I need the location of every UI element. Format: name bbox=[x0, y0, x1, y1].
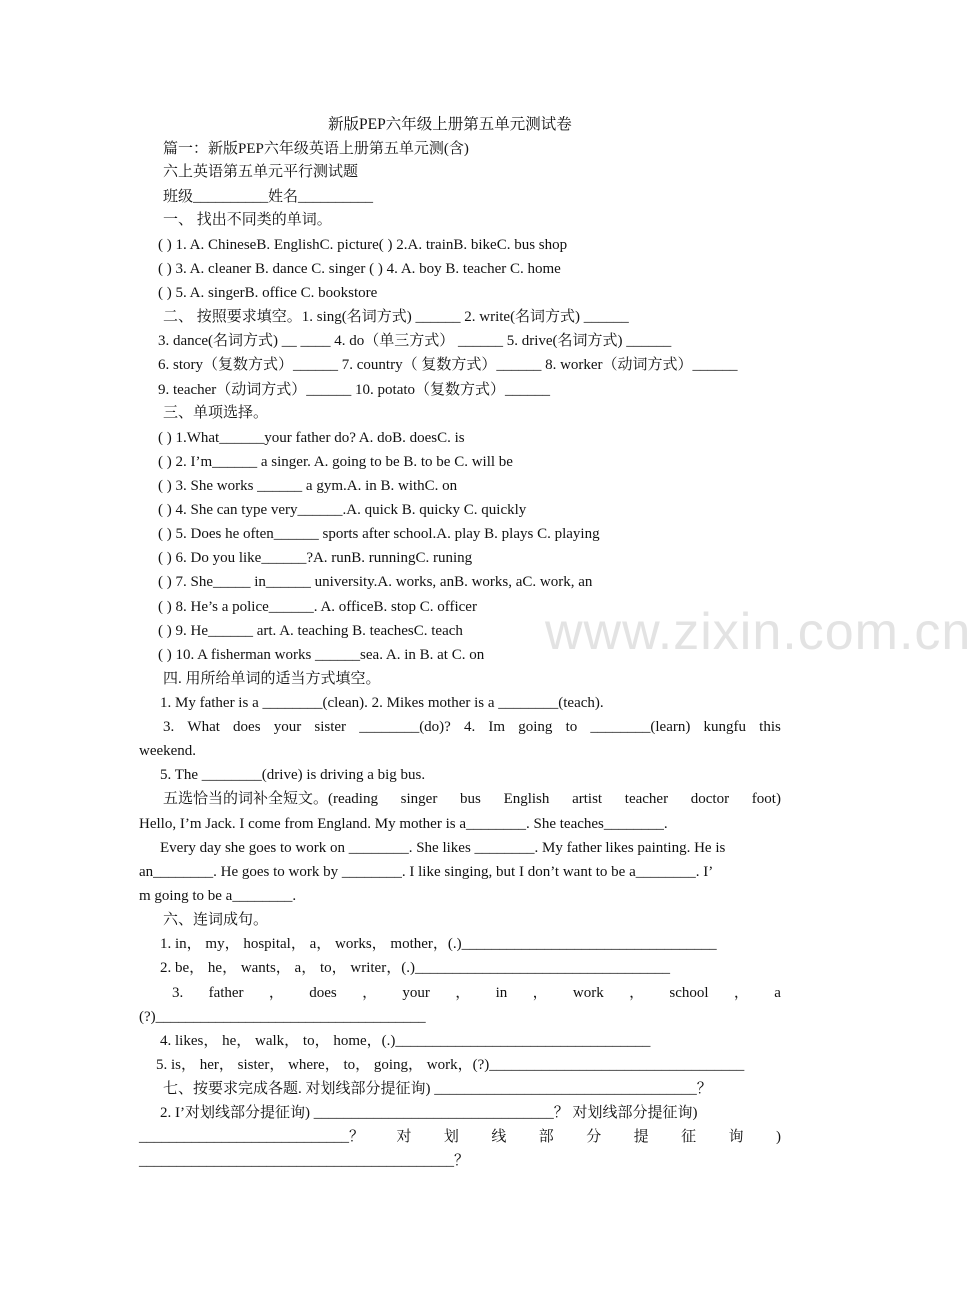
word: ， bbox=[733, 985, 749, 1001]
section-5-heading bbox=[163, 789, 781, 809]
word: Im bbox=[488, 719, 506, 735]
word: 询 bbox=[728, 1129, 744, 1145]
word: kungfu bbox=[703, 719, 747, 735]
word: 对 bbox=[396, 1129, 412, 1145]
word: ， bbox=[268, 985, 284, 1001]
word: What bbox=[187, 719, 220, 735]
section-3-item: ( ) 8. He’s a police______. A. officeB. stop C. officer bbox=[158, 599, 477, 615]
word: 分 bbox=[586, 1129, 602, 1145]
word: English bbox=[503, 791, 550, 807]
word: ， bbox=[629, 985, 645, 1001]
section-7-line-3 bbox=[139, 1127, 781, 1147]
section-5-line-4: m going to be a________. bbox=[139, 888, 297, 904]
word: to bbox=[565, 719, 578, 735]
word: 提 bbox=[633, 1129, 649, 1145]
section-1-q1: ( ) 1. A. ChineseB. EnglishC. picture( ) 2.A. trainB. bikeC. bus shop bbox=[158, 237, 568, 253]
word: singer bbox=[400, 791, 438, 807]
word: ， bbox=[455, 985, 471, 1001]
word: in bbox=[495, 985, 508, 1001]
intro-line-1: 篇一：新版PEP六年级英语上册第五单元测(含) bbox=[163, 141, 469, 157]
word: 划 bbox=[443, 1129, 459, 1145]
section-2-line-4: 9. teacher（动词方式）______ 10. potato（复数方式）______ bbox=[158, 382, 551, 398]
section-1-heading: 一、 找出不同类的单词。 bbox=[163, 212, 332, 228]
section-2-line-3: 6. story（复数方式）______ 7. country（ 复数方式）______ 8. worker（动词方式）______ bbox=[158, 357, 738, 373]
class-name-line: 班级__________姓名__________ bbox=[163, 189, 374, 205]
section-3-item: ( ) 9. He______ art. A. teaching B. teachesC. teach bbox=[158, 623, 463, 639]
word: ________(learn) bbox=[590, 719, 691, 735]
word: 线 bbox=[491, 1129, 507, 1145]
word: 3. bbox=[172, 985, 184, 1001]
intro-line-2: 六上英语第五单元平行测试题 bbox=[163, 164, 359, 180]
word: artist bbox=[572, 791, 603, 807]
section-6-q3 bbox=[172, 983, 781, 1003]
section-2-line-2: 3. dance(名词方式) __ ____ 4. do（单三方式） ______ 5. drive(名词方式) ______ bbox=[158, 333, 672, 349]
section-6-heading: 六、连词成句。 bbox=[163, 912, 269, 928]
section-6-q2: 2. be， he， wants， a， to， writer，(.)__________________________________ bbox=[160, 960, 670, 976]
section-4-line-2-cont: weekend. bbox=[139, 743, 197, 759]
section-6-q5: 5. is， her， sister， where， to， going， work，(?)__________________________________ bbox=[156, 1057, 745, 1073]
section-3-item: ( ) 5. Does he often______ sports after school.A. play B. plays C. playing bbox=[158, 526, 600, 542]
word: teacher bbox=[624, 791, 669, 807]
word: 4. bbox=[464, 719, 476, 735]
word: ， bbox=[532, 985, 548, 1001]
word: foot) bbox=[751, 791, 781, 807]
word: your bbox=[402, 985, 430, 1001]
word: ________(do)? bbox=[359, 719, 451, 735]
section-7-line-1: 七、按要求完成各题. 对划线部分提征询) ___________________________________？ bbox=[163, 1081, 712, 1097]
word: your bbox=[273, 719, 302, 735]
word: 部 bbox=[538, 1129, 554, 1145]
word: father bbox=[208, 985, 244, 1001]
section-7-line-4: __________________________________________？ bbox=[139, 1153, 470, 1169]
section-3-heading: 三、单项选择。 bbox=[163, 405, 269, 421]
word: ____________________________？ bbox=[139, 1129, 365, 1145]
section-4-line-1: 1. My father is a ________(clean). 2. Mikes mother is a ________(teach). bbox=[160, 695, 604, 711]
section-5-line-2: Every day she goes to work on ________. She likes ________. My father likes painting. He is bbox=[160, 840, 726, 856]
section-4-heading: 四. 用所给单词的适当方式填空。 bbox=[163, 671, 381, 687]
word: ) bbox=[775, 1129, 781, 1145]
word: sister bbox=[314, 719, 347, 735]
word: a bbox=[774, 985, 781, 1001]
document-title: 新版PEP六年级上册第五单元测试卷 bbox=[328, 116, 572, 133]
section-4-line-3: 5. The ________(drive) is driving a big bus. bbox=[160, 767, 426, 783]
section-1-q3: ( ) 5. A. singerB. office C. bookstore bbox=[158, 285, 378, 301]
word: going bbox=[518, 719, 553, 735]
section-5-line-3: an________. He goes to work by ________. I like singing, but I don’t want to be a________. I’ bbox=[139, 864, 714, 880]
word: does bbox=[309, 985, 337, 1001]
watermark: www.zixin.com.cn bbox=[545, 603, 971, 661]
section-3-item: ( ) 4. She can type very______.A. quick B. quicky C. quickly bbox=[158, 502, 527, 518]
section-3-item: ( ) 1.What______your father do? A. doB. doesC. is bbox=[158, 430, 465, 446]
word: work bbox=[572, 985, 604, 1001]
section-7-line-2: 2. I’对划线部分提征询) ________________________________？ 对划线部分提征询) bbox=[160, 1105, 698, 1121]
word: ， bbox=[362, 985, 378, 1001]
section-4-line-2 bbox=[163, 717, 781, 737]
word: does bbox=[233, 719, 261, 735]
word: school bbox=[669, 985, 709, 1001]
section-6-q1: 1. in， my， hospital， a， works， mother，(.)__________________________________ bbox=[160, 936, 717, 952]
section-3-item: ( ) 2. I’m______ a singer. A. going to be B. to be C. will be bbox=[158, 454, 513, 470]
section-3-item: ( ) 10. A fisherman works ______sea. A. in B. at C. on bbox=[158, 647, 485, 663]
word: 3. bbox=[163, 719, 175, 735]
section-2-line-1: 二、 按照要求填空。1. sing(名词方式) ______ 2. write(名词方式) ______ bbox=[163, 309, 629, 325]
word: 征 bbox=[681, 1129, 697, 1145]
section-1-q2: ( ) 3. A. cleaner B. dance C. singer ( ) 4. A. boy B. teacher C. home bbox=[158, 261, 561, 277]
section-5-line-1: Hello, I’m Jack. I come from England. My mother is a________. She teaches________. bbox=[139, 816, 668, 832]
section-3-item: ( ) 7. She_____ in______ university.A. works, anB. works, aC. work, an bbox=[158, 574, 593, 590]
word: bus bbox=[460, 791, 481, 807]
section-3-item: ( ) 6. Do you like______?A. runB. runningC. runing bbox=[158, 550, 473, 566]
word: doctor bbox=[690, 791, 730, 807]
word: 五选恰当的词补全短文。(reading bbox=[163, 791, 378, 807]
section-6-q4: 4. likes， he， walk， to， home，(.)__________________________________ bbox=[160, 1033, 651, 1049]
word: this bbox=[759, 719, 781, 735]
section-3-item: ( ) 3. She works ______ a gym.A. in B. withC. on bbox=[158, 478, 458, 494]
section-6-q3-cont: (?)____________________________________ bbox=[139, 1009, 426, 1025]
